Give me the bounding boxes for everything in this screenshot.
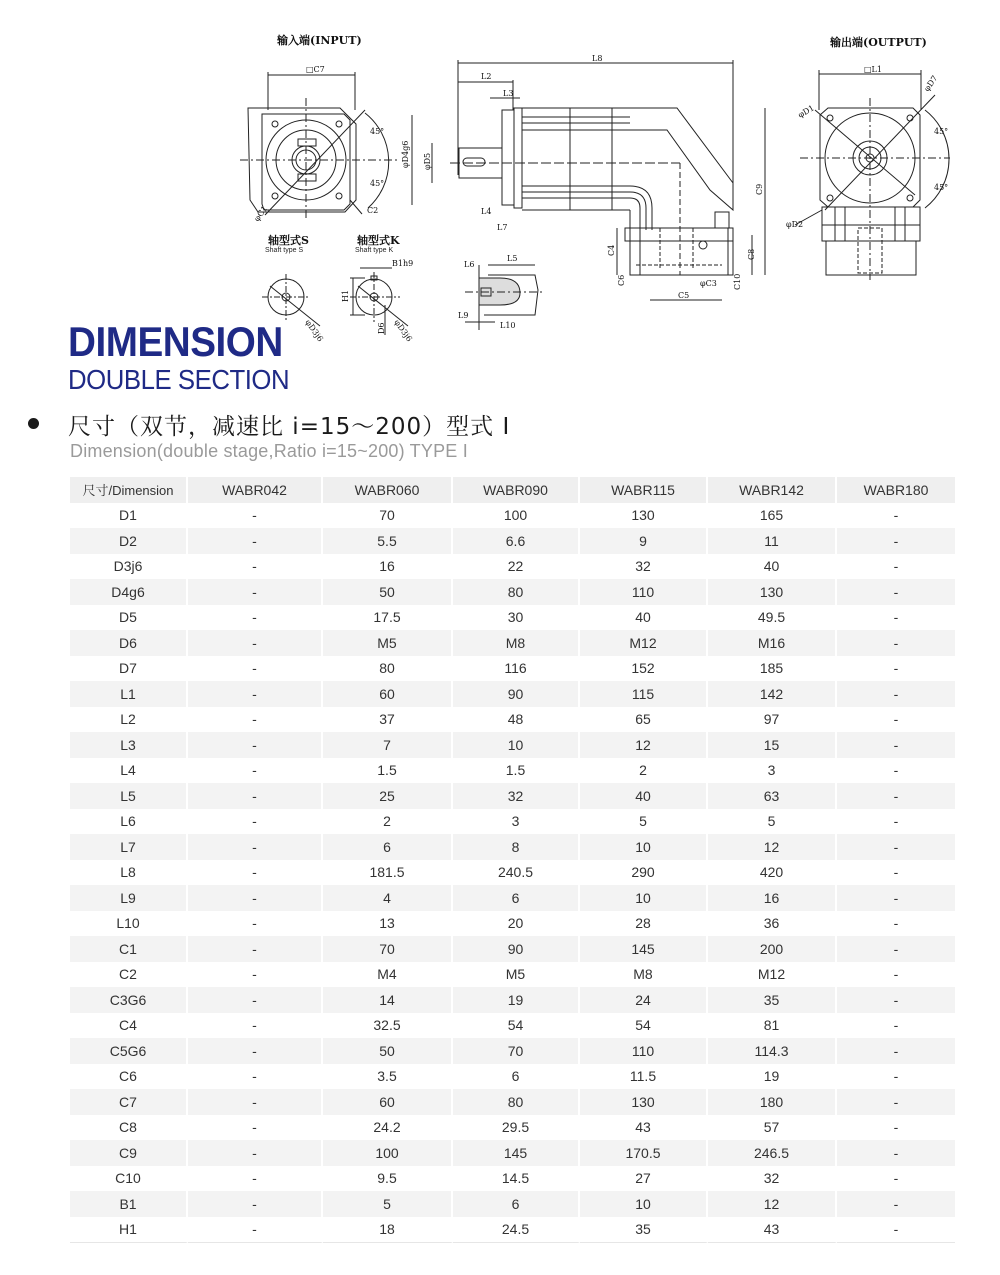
value-cell: - (837, 732, 955, 758)
technical-drawing (0, 0, 1000, 345)
row-label-cell: C3G6 (70, 987, 188, 1013)
value-cell: 36 (708, 911, 837, 937)
value-cell: 10 (580, 885, 708, 911)
value-cell: - (188, 936, 323, 962)
table-row (70, 554, 955, 580)
svg-text:L8: L8 (592, 54, 603, 63)
value-cell: 24 (580, 987, 708, 1013)
value-cell: 9 (580, 528, 708, 554)
value-cell: - (188, 834, 323, 860)
svg-text:45°: 45° (934, 127, 949, 136)
value-cell: 80 (323, 656, 453, 682)
value-cell: - (188, 579, 323, 605)
row-label-cell: L4 (70, 758, 188, 784)
row-label-cell: C1 (70, 936, 188, 962)
table-row (70, 579, 955, 605)
value-cell: 100 (453, 503, 580, 529)
svg-text:L3: L3 (503, 89, 514, 98)
value-cell: 145 (580, 936, 708, 962)
value-cell: - (188, 605, 323, 631)
dimension-table (70, 477, 955, 1243)
svg-text:C2: C2 (367, 206, 379, 215)
svg-text:φD7: φD7 (922, 73, 940, 94)
value-cell: - (188, 885, 323, 911)
section-subtitle: DOUBLE SECTION (68, 364, 290, 395)
value-cell: 5 (580, 809, 708, 835)
value-cell: 114.3 (708, 1038, 837, 1064)
value-cell: - (188, 1217, 323, 1244)
row-label-cell: D3j6 (70, 554, 188, 580)
value-cell: - (188, 962, 323, 988)
value-cell: 50 (323, 1038, 453, 1064)
value-cell: - (188, 554, 323, 580)
value-cell: 32 (708, 1166, 837, 1192)
shaft-type-k-title: 轴型式K (357, 234, 400, 247)
value-cell: 100 (323, 1140, 453, 1166)
svg-text:L10: L10 (500, 321, 516, 330)
value-cell: 19 (453, 987, 580, 1013)
value-cell: 35 (708, 987, 837, 1013)
value-cell: - (837, 1038, 955, 1064)
value-cell: - (188, 1191, 323, 1217)
value-cell: 24.5 (453, 1217, 580, 1244)
row-label-cell: D7 (70, 656, 188, 682)
value-cell: 65 (580, 707, 708, 733)
value-cell: 24.2 (323, 1115, 453, 1141)
table-row (70, 1140, 955, 1166)
output-view-drawing (795, 70, 950, 280)
value-cell: - (837, 1217, 955, 1244)
value-cell: - (188, 987, 323, 1013)
row-label-cell: L2 (70, 707, 188, 733)
table-row (70, 1115, 955, 1141)
section-title: DIMENSION (68, 318, 283, 365)
value-cell: 43 (708, 1217, 837, 1244)
value-cell: - (837, 528, 955, 554)
value-cell: 240.5 (453, 860, 580, 886)
value-cell: 115 (580, 681, 708, 707)
svg-text:φD3j6: φD3j6 (392, 317, 414, 344)
value-cell: 70 (323, 503, 453, 529)
value-cell: 70 (323, 936, 453, 962)
table-row (70, 707, 955, 733)
table-row (70, 605, 955, 631)
value-cell: 246.5 (708, 1140, 837, 1166)
value-cell: 80 (453, 579, 580, 605)
value-cell: 152 (580, 656, 708, 682)
table-row (70, 834, 955, 860)
value-cell: - (837, 707, 955, 733)
value-cell: 10 (580, 834, 708, 860)
table-header-row (70, 477, 955, 503)
value-cell: 5 (323, 1191, 453, 1217)
table-row (70, 987, 955, 1013)
value-cell: 12 (580, 732, 708, 758)
value-cell: 6 (453, 885, 580, 911)
value-cell: - (837, 834, 955, 860)
row-label-cell: D5 (70, 605, 188, 631)
row-label-cell: C8 (70, 1115, 188, 1141)
value-cell: - (837, 656, 955, 682)
table-row (70, 809, 955, 835)
table-row (70, 860, 955, 886)
value-cell: M4 (323, 962, 453, 988)
value-cell: 90 (453, 936, 580, 962)
value-cell: - (837, 1064, 955, 1090)
value-cell: 97 (708, 707, 837, 733)
value-cell: - (837, 630, 955, 656)
value-cell: 181.5 (323, 860, 453, 886)
svg-text:φD2: φD2 (786, 220, 804, 229)
value-cell: 5.5 (323, 528, 453, 554)
row-label-cell: C9 (70, 1140, 188, 1166)
value-cell: 15 (708, 732, 837, 758)
value-cell: - (837, 579, 955, 605)
value-cell: 13 (323, 911, 453, 937)
row-label-cell: L5 (70, 783, 188, 809)
svg-text:D6: D6 (377, 322, 386, 334)
value-cell: 50 (323, 579, 453, 605)
value-cell: 10 (580, 1191, 708, 1217)
value-cell: 11.5 (580, 1064, 708, 1090)
value-cell: 40 (580, 783, 708, 809)
value-cell: 142 (708, 681, 837, 707)
value-cell: 16 (708, 885, 837, 911)
value-cell: 110 (580, 1038, 708, 1064)
value-cell: 3.5 (323, 1064, 453, 1090)
shaft-type-k-subtitle: Shaft type K (355, 247, 394, 254)
column-header: WABR090 (453, 477, 580, 503)
value-cell: - (837, 987, 955, 1013)
heading-chinese: 尺寸（双节，减速比 i=15～200）型式 I (68, 414, 511, 440)
table-row (70, 885, 955, 911)
value-cell: - (837, 885, 955, 911)
value-cell: 17.5 (323, 605, 453, 631)
svg-text:45°: 45° (370, 179, 385, 188)
value-cell: 29.5 (453, 1115, 580, 1141)
value-cell: 5 (708, 809, 837, 835)
value-cell: 57 (708, 1115, 837, 1141)
row-label-cell: D4g6 (70, 579, 188, 605)
value-cell: 49.5 (708, 605, 837, 631)
value-cell: - (837, 1089, 955, 1115)
value-cell: 54 (453, 1013, 580, 1039)
row-label-cell: C6 (70, 1064, 188, 1090)
shaft-type-s-title: 轴型式S (268, 234, 309, 247)
value-cell: 130 (580, 503, 708, 529)
value-cell: - (188, 732, 323, 758)
svg-text:φD5: φD5 (423, 152, 432, 170)
column-header: WABR180 (837, 477, 955, 503)
svg-text:C6: C6 (617, 274, 626, 286)
value-cell: 32 (580, 554, 708, 580)
value-cell: - (837, 783, 955, 809)
svg-text:L9: L9 (458, 311, 469, 320)
value-cell: - (837, 809, 955, 835)
value-cell: - (837, 1140, 955, 1166)
table-row (70, 630, 955, 656)
value-cell: 3 (453, 809, 580, 835)
value-cell: 48 (453, 707, 580, 733)
row-label-cell: C5G6 (70, 1038, 188, 1064)
value-cell: 27 (580, 1166, 708, 1192)
table-row (70, 1013, 955, 1039)
row-label-cell: L3 (70, 732, 188, 758)
value-cell: 80 (453, 1089, 580, 1115)
value-cell: 110 (580, 579, 708, 605)
value-cell: 32.5 (323, 1013, 453, 1039)
value-cell: 6 (453, 1191, 580, 1217)
value-cell: 9.5 (323, 1166, 453, 1192)
value-cell: M5 (453, 962, 580, 988)
row-label-cell: C10 (70, 1166, 188, 1192)
value-cell: 116 (453, 656, 580, 682)
value-cell: - (188, 707, 323, 733)
value-cell: 30 (453, 605, 580, 631)
value-cell: - (837, 1166, 955, 1192)
svg-text:45°: 45° (370, 127, 385, 136)
table-row (70, 1089, 955, 1115)
value-cell: - (837, 936, 955, 962)
value-cell: 81 (708, 1013, 837, 1039)
value-cell: - (188, 911, 323, 937)
value-cell: 185 (708, 656, 837, 682)
value-cell: 70 (453, 1038, 580, 1064)
value-cell: - (188, 860, 323, 886)
svg-text:C8: C8 (747, 248, 756, 260)
value-cell: M12 (580, 630, 708, 656)
row-label-cell: L10 (70, 911, 188, 937)
svg-text:φD4g6: φD4g6 (401, 140, 410, 168)
value-cell: 4 (323, 885, 453, 911)
output-view-title: 输出端(OUTPUT) (830, 36, 927, 49)
value-cell: - (837, 1191, 955, 1217)
value-cell: 54 (580, 1013, 708, 1039)
input-view-title: 输入端(INPUT) (277, 34, 362, 47)
value-cell: 6.6 (453, 528, 580, 554)
value-cell: 7 (323, 732, 453, 758)
table-row (70, 758, 955, 784)
table-row (70, 503, 955, 529)
value-cell: 2 (580, 758, 708, 784)
label-c7: □C7 (306, 65, 325, 74)
value-cell: - (188, 1140, 323, 1166)
value-cell: 12 (708, 834, 837, 860)
value-cell: 8 (453, 834, 580, 860)
value-cell: - (837, 911, 955, 937)
heading-english: Dimension(double stage,Ratio i=15~200) TYPE I (70, 441, 468, 461)
value-cell: 10 (453, 732, 580, 758)
value-cell: 170.5 (580, 1140, 708, 1166)
row-label-cell: C2 (70, 962, 188, 988)
value-cell: 32 (453, 783, 580, 809)
value-cell: 90 (453, 681, 580, 707)
value-cell: 28 (580, 911, 708, 937)
value-cell: - (837, 681, 955, 707)
table-row (70, 732, 955, 758)
value-cell: 16 (323, 554, 453, 580)
value-cell: 420 (708, 860, 837, 886)
value-cell: 37 (323, 707, 453, 733)
table-row (70, 783, 955, 809)
value-cell: - (188, 758, 323, 784)
svg-text:□L1: □L1 (864, 65, 882, 74)
value-cell: 6 (453, 1064, 580, 1090)
row-label-cell: C4 (70, 1013, 188, 1039)
svg-text:L7: L7 (497, 223, 508, 232)
value-cell: - (837, 860, 955, 886)
value-cell: M16 (708, 630, 837, 656)
value-cell: 40 (708, 554, 837, 580)
column-header: WABR142 (708, 477, 837, 503)
row-label-cell: L1 (70, 681, 188, 707)
table-row (70, 962, 955, 988)
value-cell: 20 (453, 911, 580, 937)
column-header: 尺寸/Dimension (70, 477, 188, 503)
value-cell: M12 (708, 962, 837, 988)
value-cell: 14.5 (453, 1166, 580, 1192)
column-header: WABR115 (580, 477, 708, 503)
svg-text:φC1: φC1 (252, 204, 270, 224)
row-label-cell: D2 (70, 528, 188, 554)
value-cell: M5 (323, 630, 453, 656)
bullet-icon (28, 418, 39, 429)
value-cell: 19 (708, 1064, 837, 1090)
shaft-type-s-subtitle: Shaft type S (265, 247, 304, 254)
value-cell: 60 (323, 681, 453, 707)
table-row (70, 681, 955, 707)
column-header: WABR042 (188, 477, 323, 503)
row-label-cell: H1 (70, 1217, 188, 1244)
row-label-cell: C7 (70, 1089, 188, 1115)
value-cell: 12 (708, 1191, 837, 1217)
value-cell: 200 (708, 936, 837, 962)
value-cell: - (188, 1038, 323, 1064)
value-cell: - (188, 681, 323, 707)
row-label-cell: D1 (70, 503, 188, 529)
value-cell: - (837, 758, 955, 784)
value-cell: - (188, 1089, 323, 1115)
value-cell: 14 (323, 987, 453, 1013)
row-label-cell: L9 (70, 885, 188, 911)
table-row (70, 936, 955, 962)
svg-text:B1h9: B1h9 (392, 259, 414, 268)
input-view-drawing (240, 72, 400, 220)
table-row (70, 1038, 955, 1064)
value-cell: - (837, 962, 955, 988)
table-row (70, 911, 955, 937)
value-cell: 40 (580, 605, 708, 631)
value-cell: - (188, 656, 323, 682)
svg-text:φC3: φC3 (700, 279, 717, 288)
table-row (70, 1191, 955, 1217)
row-label-cell: L7 (70, 834, 188, 860)
value-cell: 11 (708, 528, 837, 554)
value-cell: - (188, 783, 323, 809)
svg-text:φD3j6: φD3j6 (303, 317, 325, 344)
value-cell: - (837, 1115, 955, 1141)
value-cell: 180 (708, 1089, 837, 1115)
value-cell: 2 (323, 809, 453, 835)
value-cell: - (188, 503, 323, 529)
value-cell: 145 (453, 1140, 580, 1166)
value-cell: 3 (708, 758, 837, 784)
svg-text:C5: C5 (678, 291, 690, 300)
svg-text:L6: L6 (464, 260, 475, 269)
value-cell: - (188, 809, 323, 835)
value-cell: - (837, 605, 955, 631)
value-cell: 290 (580, 860, 708, 886)
value-cell: - (188, 1013, 323, 1039)
row-label-cell: L8 (70, 860, 188, 886)
value-cell: 25 (323, 783, 453, 809)
value-cell: 63 (708, 783, 837, 809)
value-cell: - (188, 528, 323, 554)
value-cell: 60 (323, 1089, 453, 1115)
table-row (70, 1064, 955, 1090)
value-cell: - (188, 1166, 323, 1192)
table-row (70, 1217, 955, 1244)
value-cell: 130 (580, 1089, 708, 1115)
row-label-cell: D6 (70, 630, 188, 656)
value-cell: 18 (323, 1217, 453, 1244)
value-cell: 22 (453, 554, 580, 580)
svg-text:L5: L5 (507, 254, 518, 263)
value-cell: M8 (453, 630, 580, 656)
value-cell: - (837, 1013, 955, 1039)
value-cell: - (837, 554, 955, 580)
svg-text:L4: L4 (481, 207, 492, 216)
row-label-cell: L6 (70, 809, 188, 835)
value-cell: 35 (580, 1217, 708, 1244)
svg-text:C9: C9 (755, 183, 764, 195)
table-row (70, 1166, 955, 1192)
value-cell: 165 (708, 503, 837, 529)
value-cell: - (188, 1115, 323, 1141)
svg-text:45°: 45° (934, 183, 949, 192)
svg-text:L2: L2 (481, 72, 492, 81)
value-cell: 130 (708, 579, 837, 605)
column-header: WABR060 (323, 477, 453, 503)
svg-text:φD1: φD1 (796, 103, 816, 120)
value-cell: M8 (580, 962, 708, 988)
svg-text:C4: C4 (607, 244, 616, 256)
table-row (70, 528, 955, 554)
value-cell: - (188, 630, 323, 656)
value-cell: 6 (323, 834, 453, 860)
row-label-cell: B1 (70, 1191, 188, 1217)
value-cell: 43 (580, 1115, 708, 1141)
value-cell: - (188, 1064, 323, 1090)
svg-text:H1: H1 (341, 289, 350, 302)
value-cell: 1.5 (453, 758, 580, 784)
svg-text:C10: C10 (733, 273, 742, 290)
value-cell: - (837, 503, 955, 529)
table-row (70, 656, 955, 682)
value-cell: 1.5 (323, 758, 453, 784)
